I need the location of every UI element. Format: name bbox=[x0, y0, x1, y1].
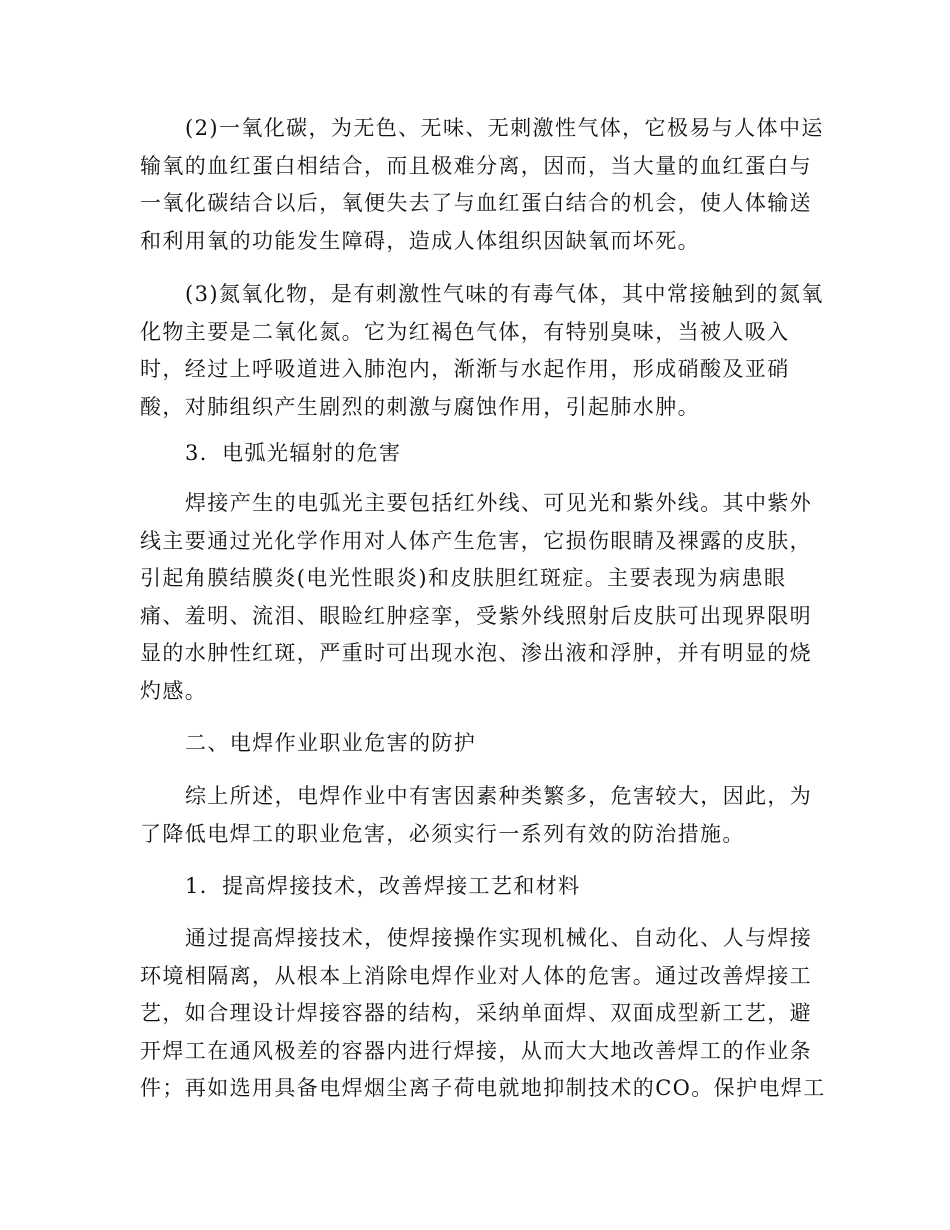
paragraph-arc-radiation bbox=[140, 485, 813, 710]
paragraph-line: 显的水肿性红斑，严重时可出现水泡、渗出液和浮肿，并有明显的烧 bbox=[140, 641, 812, 665]
paragraph-nitrogen-oxides bbox=[140, 276, 824, 426]
paragraph-technique bbox=[140, 920, 826, 1108]
paragraph-line: 时，经过上呼吸道进入肺泡内，渐渐与水起作用，形成硝酸及亚硝 bbox=[140, 357, 790, 381]
section-heading-protection bbox=[140, 725, 805, 763]
paragraph-line: 一氧化碳结合以后，氧便失去了与血红蛋白结合的机会，使人体输送 bbox=[140, 191, 812, 215]
paragraph-line: 线主要通过光化学作用对人体产生危害，它损伤眼睛及裸露的皮肤， bbox=[140, 528, 812, 553]
paragraph-carbon-monoxide bbox=[140, 110, 824, 260]
paragraph-line: 综上所述，电焊作业中有害因素种类繁多，危害较大，因此，为 bbox=[185, 784, 813, 808]
paragraph-line: 灼感。 bbox=[140, 678, 208, 703]
paragraph-line: 酸，对肺组织产生剧烈的刺激与腐蚀作用，引起肺水肿。 bbox=[140, 394, 700, 419]
paragraph-line: 环境相隔离，从根本上消除电焊作业对人体的危害。通过改善焊接工 bbox=[140, 963, 812, 988]
paragraph-line: 焊接产生的电弧光主要包括红外线、可见光和紫外线。其中紫外 bbox=[185, 491, 813, 515]
section-heading-technique bbox=[140, 868, 805, 906]
paragraph-line: (2)一氧化碳，为无色、无味、无刺激性气体，它极易与人体中运 bbox=[185, 116, 824, 140]
paragraph-line: (3)氮氧化物，是有刺激性气味的有毒气体，其中常接触到的氮氧 bbox=[185, 282, 824, 306]
paragraph-line: 开焊工在通风极差的容器内进行焊接，从而大大地改善焊工的作业条 bbox=[140, 1038, 812, 1063]
paragraph-line: 了降低电焊工的职业危害，必须实行一系列有效的防治措施。 bbox=[140, 821, 745, 846]
paragraph-line: 化物主要是二氧化氮。它为红褐色气体，有特别臭味，当被人吸入 bbox=[140, 319, 790, 344]
paragraph-summary bbox=[140, 778, 813, 853]
paragraph-line: 件；再如选用具备电焊烟尘离子荷电就地抑制技术的CO。保护电焊工 bbox=[140, 1076, 826, 1100]
section-heading-arc-radiation bbox=[140, 435, 805, 473]
paragraph-line: 和利用氧的功能发生障碍，造成人体组织因缺氧而坏死。 bbox=[140, 228, 700, 253]
heading-text: 二、电焊作业职业危害的防护 bbox=[185, 731, 477, 755]
paragraph-line: 艺，如合理设计焊接容器的结构，采纳单面焊、双面成型新工艺，避 bbox=[140, 1001, 812, 1025]
paragraph-line: 引起角膜结膜炎(电光性眼炎)和皮肤胆红斑症。主要表现为病患眼 bbox=[140, 566, 787, 590]
paragraph-line: 痛、羞明、流泪、眼睑红肿痉挛，受紫外线照射后皮肤可出现界限明 bbox=[140, 603, 812, 628]
heading-text: 1．提高焊接技术，改善焊接工艺和材料 bbox=[185, 874, 581, 898]
heading-text: 3．电弧光辐射的危害 bbox=[185, 441, 402, 465]
paragraph-line: 输氧的血红蛋白相结合，而且极难分离，因而，当大量的血红蛋白与 bbox=[140, 153, 812, 178]
paragraph-line: 通过提高焊接技术，使焊接操作实现机械化、自动化、人与焊接 bbox=[185, 926, 813, 950]
